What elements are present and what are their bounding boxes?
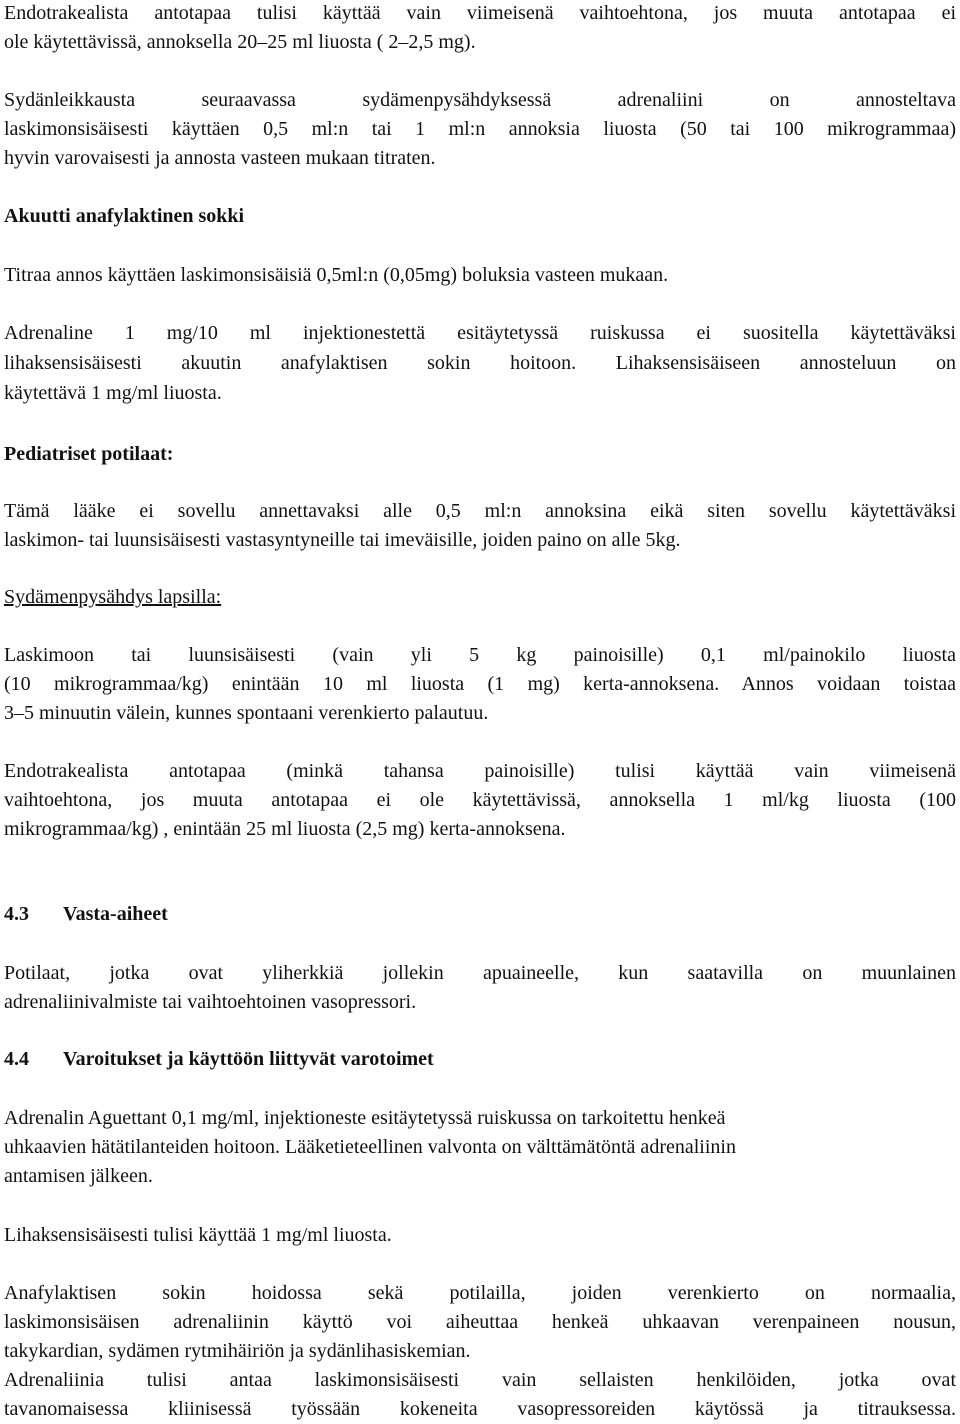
text-line: takykardian, sydämen rytmihäiriön ja sydänlihasiskemian. xyxy=(4,1340,471,1362)
section-number: 4.3 xyxy=(4,903,29,925)
text-line: Endotrakealista antotapaa tulisi käyttää vain viimeisenä vaihtoehtona, jos muuta antotapaa ei xyxy=(4,2,956,24)
heading-acute-anaphylaxis: Akuutti anafylaktinen sokki xyxy=(4,205,245,227)
section-number: 4.4 xyxy=(4,1048,29,1070)
text-line: käytettävä 1 mg/ml liuosta. xyxy=(4,382,222,404)
text-line: laskimon- tai luunsisäisesti vastasyntyneille tai imeväisille, joiden paino on alle 5kg. xyxy=(4,529,681,551)
text-line: tavanomaisessa kliinisessä työssään kokeneita vasopressoreiden käytössä ja titrauksessa. xyxy=(4,1398,956,1420)
text-line: Titraa annos käyttäen laskimonsisäisiä 0,5ml:n (0,05mg) boluksia vasteen mukaan. xyxy=(4,264,669,286)
section-title: Varoitukset ja käyttöön liittyvät varotoimet xyxy=(63,1048,434,1070)
paragraph-warning-anaphylaxis xyxy=(4,1279,956,1366)
section-heading-4-4 xyxy=(4,1045,956,1074)
section-title: Vasta-aiheet xyxy=(63,903,168,925)
text-line: vaihtoehtona, jos muuta antotapaa ei ole käytettävissä, annoksella 1 ml/kg liuosta (100 xyxy=(4,789,956,811)
text-line: Laskimoon tai luunsisäisesti (vain yli 5 kg painoisille) 0,1 ml/painokilo liuosta xyxy=(4,644,956,666)
text-line: Tämä lääke ei sovellu annettavaksi alle 0,5 ml:n annoksina eikä siten sovellu käytettäväksi xyxy=(4,500,956,522)
section-heading-4-3 xyxy=(4,900,956,929)
paragraph-warning-experience xyxy=(4,1366,956,1424)
text-line: Adrenaline 1 mg/10 ml injektionestettä esitäytetyssä ruiskussa ei suositella käytettäväksi xyxy=(4,322,956,344)
text-line: Adrenalin Aguettant 0,1 mg/ml, injektioneste esitäytetyssä ruiskussa on tarkoitettu henkeä xyxy=(4,1107,726,1129)
text-line: laskimonsisäisesti käyttäen 0,5 ml:n tai 1 ml:n annoksia liuosta (50 tai 100 mikrogrammaa) xyxy=(4,118,956,140)
text-line: laskimonsisäisen adrenaliinin käyttö voi aiheuttaa henkeä uhkaavan verenpaineen nousun, xyxy=(4,1311,956,1333)
text-line: mikrogrammaa/kg) , enintään 25 ml liuosta (2,5 mg) kerta-annoksena. xyxy=(4,818,566,840)
text-line: uhkaavien hätätilanteiden hoitoon. Lääketieteellinen valvonta on välttämätöntä adrenaliinin xyxy=(4,1136,736,1158)
text-line: Sydänleikkausta seuraavassa sydämenpysähdyksessä adrenaliini on annosteltava xyxy=(4,89,956,111)
paragraph-contraindications xyxy=(4,959,956,1017)
paragraph-child-endotracheal xyxy=(4,757,956,844)
text-line: antamisen jälkeen. xyxy=(4,1165,153,1187)
text-line: Lihaksensisäisesti tulisi käyttää 1 mg/ml liuosta. xyxy=(4,1224,392,1246)
heading-child-cardiac-arrest xyxy=(4,583,956,612)
text-line: Anafylaktisen sokin hoidossa sekä potilailla, joiden verenkierto on normaalia, xyxy=(4,1282,956,1304)
heading-pediatric-patients: Pediatriset potilaat: xyxy=(4,443,174,465)
paragraph-im-note xyxy=(4,318,956,408)
text-line: ole käytettävissä, annoksella 20–25 ml liuosta ( 2–2,5 mg). xyxy=(4,31,476,53)
underlined-subheading: Sydämenpysähdys lapsilla: xyxy=(4,586,222,608)
text-line: lihaksensisäisesti akuutin anafylaktisen sokin hoitoon. Lihaksensisäiseen annosteluun on xyxy=(4,352,956,374)
paragraph-warning-intro xyxy=(4,1104,956,1191)
paragraph-endotracheal-adult xyxy=(4,0,956,57)
text-line: (10 mikrogrammaa/kg) enintään 10 ml liuosta (1 mg) kerta-annoksena. Annos voidaan toistaa xyxy=(4,673,956,695)
text-line: 3–5 minuutin välein, kunnes spontaani verenkierto palautuu. xyxy=(4,702,489,724)
text-line: adrenaliinivalmiste tai vaihtoehtoinen vasopressori. xyxy=(4,991,417,1013)
paragraph-warning-im xyxy=(4,1221,956,1250)
text-line: hyvin varovaisesti ja annosta vasteen mukaan titraten. xyxy=(4,147,436,169)
text-line: Endotrakealista antotapaa (minkä tahansa painoisille) tulisi käyttää vain viimeisenä xyxy=(4,760,956,782)
paragraph-pediatric xyxy=(4,497,956,555)
paragraph-child-dose xyxy=(4,641,956,728)
text-line: Potilaat, jotka ovat yliherkkiä jollekin apuaineelle, kun saatavilla on muunlainen xyxy=(4,962,956,984)
paragraph-titrate xyxy=(4,261,956,290)
text-line: Adrenaliinia tulisi antaa laskimonsisäisesti vain sellaisten henkilöiden, jotka ovat xyxy=(4,1369,956,1391)
paragraph-cardiac-surgery xyxy=(4,86,956,173)
